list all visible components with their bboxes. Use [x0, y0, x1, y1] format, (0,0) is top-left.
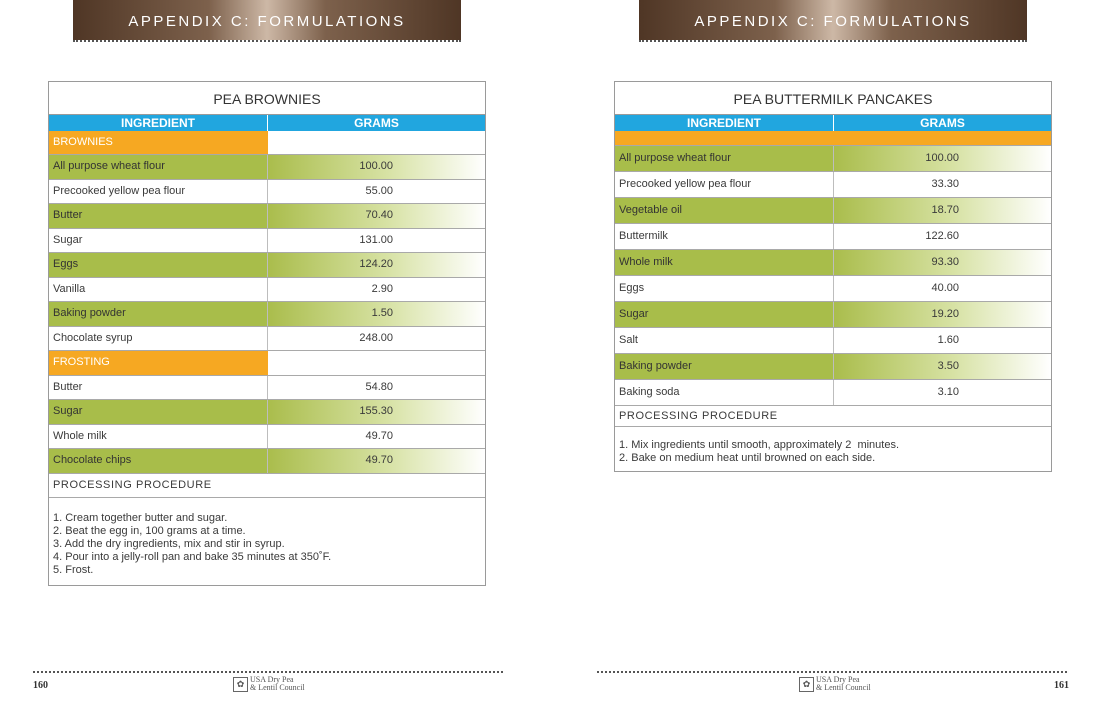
- ingredient-grams: 93.30: [834, 250, 1051, 275]
- ingredient-grams: 248.00: [359, 331, 393, 344]
- ingredient-grams: 122.60: [925, 230, 959, 242]
- footer-divider: [33, 671, 503, 673]
- ingredient-grams: 1.60: [937, 334, 959, 346]
- table-row: [615, 250, 1051, 276]
- section-row: [615, 131, 1051, 146]
- pea-pancakes-table: [614, 81, 1052, 472]
- page-number: 161: [1054, 680, 1069, 691]
- logo-line-2: & Lentil Council: [816, 683, 871, 692]
- council-logo-icon: ✿: [799, 677, 814, 692]
- ingredient-grams: 19.20: [834, 302, 1051, 327]
- council-logo: [799, 676, 871, 692]
- table-header: [615, 115, 1051, 131]
- table-row: [49, 376, 485, 401]
- table-row: [49, 327, 485, 352]
- table-row: [49, 449, 485, 474]
- table-row: [615, 172, 1051, 198]
- logo-line-2: & Lentil Council: [250, 683, 305, 692]
- procedure-step: 3. Add the dry ingredients, mix and stir in syrup.: [53, 538, 285, 550]
- banner-divider: [73, 40, 461, 42]
- ingredient-name: Butter: [49, 204, 268, 228]
- ingredient-header: INGREDIENT: [615, 115, 834, 131]
- table-row: [49, 229, 485, 254]
- ingredient-grams: 124.20: [268, 253, 485, 277]
- section-row: [49, 351, 485, 376]
- banner-divider: [639, 40, 1027, 42]
- procedure-step: 4. Pour into a jelly-roll pan and bake 35 minutes at 350˚F.: [53, 551, 332, 563]
- table-row: [615, 354, 1051, 380]
- page-number: 160: [33, 680, 48, 691]
- ingredient-name: Eggs: [49, 253, 268, 277]
- ingredient-grams: 54.80: [365, 380, 393, 393]
- table-row: [49, 302, 485, 327]
- ingredient-name: Sugar: [49, 400, 268, 424]
- table-row: [615, 328, 1051, 354]
- ingredient-name: Whole milk: [615, 250, 834, 275]
- council-logo-icon: ✿: [233, 677, 248, 692]
- procedure-steps: [615, 427, 1051, 471]
- ingredient-name: Sugar: [49, 229, 268, 253]
- ingredient-name: Baking powder: [49, 302, 268, 326]
- logo-line-1: USA Dry Pea: [816, 675, 860, 684]
- appendix-banner: APPENDIX C: FORMULATIONS: [73, 0, 461, 40]
- recipe-title: PEA BUTTERMILK PANCAKES: [615, 82, 1051, 115]
- section-label: BROWNIES: [49, 131, 268, 154]
- procedure-step: 1. Cream together butter and sugar.: [53, 512, 228, 524]
- procedure-step: 5. Frost.: [53, 564, 94, 576]
- ingredient-name: Salt: [615, 328, 834, 353]
- section-row: [49, 131, 485, 155]
- ingredient-name: Vanilla: [49, 278, 268, 302]
- ingredient-name: Precooked yellow pea flour: [615, 172, 834, 197]
- ingredient-name: Eggs: [615, 276, 834, 301]
- ingredient-grams: 1.50: [268, 302, 485, 326]
- table-row: [49, 204, 485, 229]
- ingredient-grams: 131.00: [359, 233, 393, 246]
- council-logo: [233, 676, 305, 692]
- ingredient-grams: 49.70: [365, 429, 393, 442]
- table-row: [49, 253, 485, 278]
- procedure-step: 1. Mix ingredients until smooth, approximately 2 minutes.: [619, 439, 900, 451]
- ingredient-header: INGREDIENT: [49, 115, 268, 131]
- logo-line-1: USA Dry Pea: [250, 675, 294, 684]
- table-row: [49, 425, 485, 450]
- right-page: [550, 0, 1100, 711]
- table-row: [615, 198, 1051, 224]
- ingredient-name: Precooked yellow pea flour: [49, 180, 268, 204]
- procedure-step: 2. Bake on medium heat until browned on each side.: [619, 452, 876, 464]
- ingredient-grams: 155.30: [268, 400, 485, 424]
- procedure-step: 2. Beat the egg in, 100 grams at a time.: [53, 525, 246, 537]
- procedure-heading: PROCESSING PROCEDURE: [49, 474, 485, 499]
- table-row: [615, 146, 1051, 172]
- footer-divider: [597, 671, 1067, 673]
- appendix-banner: APPENDIX C: FORMULATIONS: [639, 0, 1027, 40]
- ingredient-name: All purpose wheat flour: [49, 155, 268, 179]
- ingredient-grams: 100.00: [268, 155, 485, 179]
- ingredient-grams: 3.10: [937, 386, 959, 398]
- pea-brownies-table: [48, 81, 486, 586]
- ingredient-grams: 40.00: [931, 282, 959, 294]
- table-row: [615, 224, 1051, 250]
- table-row: [615, 276, 1051, 302]
- ingredient-name: Sugar: [615, 302, 834, 327]
- ingredient-name: Baking powder: [615, 354, 834, 379]
- ingredient-grams: 2.90: [371, 282, 393, 295]
- table-row: [49, 155, 485, 180]
- ingredient-name: Chocolate chips: [49, 449, 268, 473]
- ingredient-grams: 18.70: [834, 198, 1051, 223]
- recipe-title: PEA BROWNIES: [49, 82, 485, 115]
- ingredient-name: Baking soda: [615, 380, 834, 405]
- ingredient-name: Chocolate syrup: [49, 327, 268, 351]
- grams-header: GRAMS: [354, 116, 399, 130]
- table-row: [49, 180, 485, 205]
- ingredient-name: Buttermilk: [615, 224, 834, 249]
- ingredient-name: Butter: [49, 376, 268, 400]
- ingredient-grams: 100.00: [834, 146, 1051, 171]
- procedure-heading: PROCESSING PROCEDURE: [615, 406, 1051, 427]
- ingredient-grams: 49.70: [268, 449, 485, 473]
- ingredient-grams: 3.50: [834, 354, 1051, 379]
- ingredient-name: All purpose wheat flour: [615, 146, 834, 171]
- ingredient-name: Vegetable oil: [615, 198, 834, 223]
- grams-header: GRAMS: [920, 116, 965, 130]
- table-header: [49, 115, 485, 131]
- procedure-steps: [49, 498, 485, 585]
- ingredient-name: Whole milk: [49, 425, 268, 449]
- ingredient-grams: 33.30: [931, 178, 959, 190]
- table-row: [615, 302, 1051, 328]
- table-row: [615, 380, 1051, 406]
- ingredient-grams: 70.40: [268, 204, 485, 228]
- table-row: [49, 400, 485, 425]
- table-row: [49, 278, 485, 303]
- section-label: FROSTING: [49, 351, 268, 375]
- ingredient-grams: 55.00: [365, 184, 393, 197]
